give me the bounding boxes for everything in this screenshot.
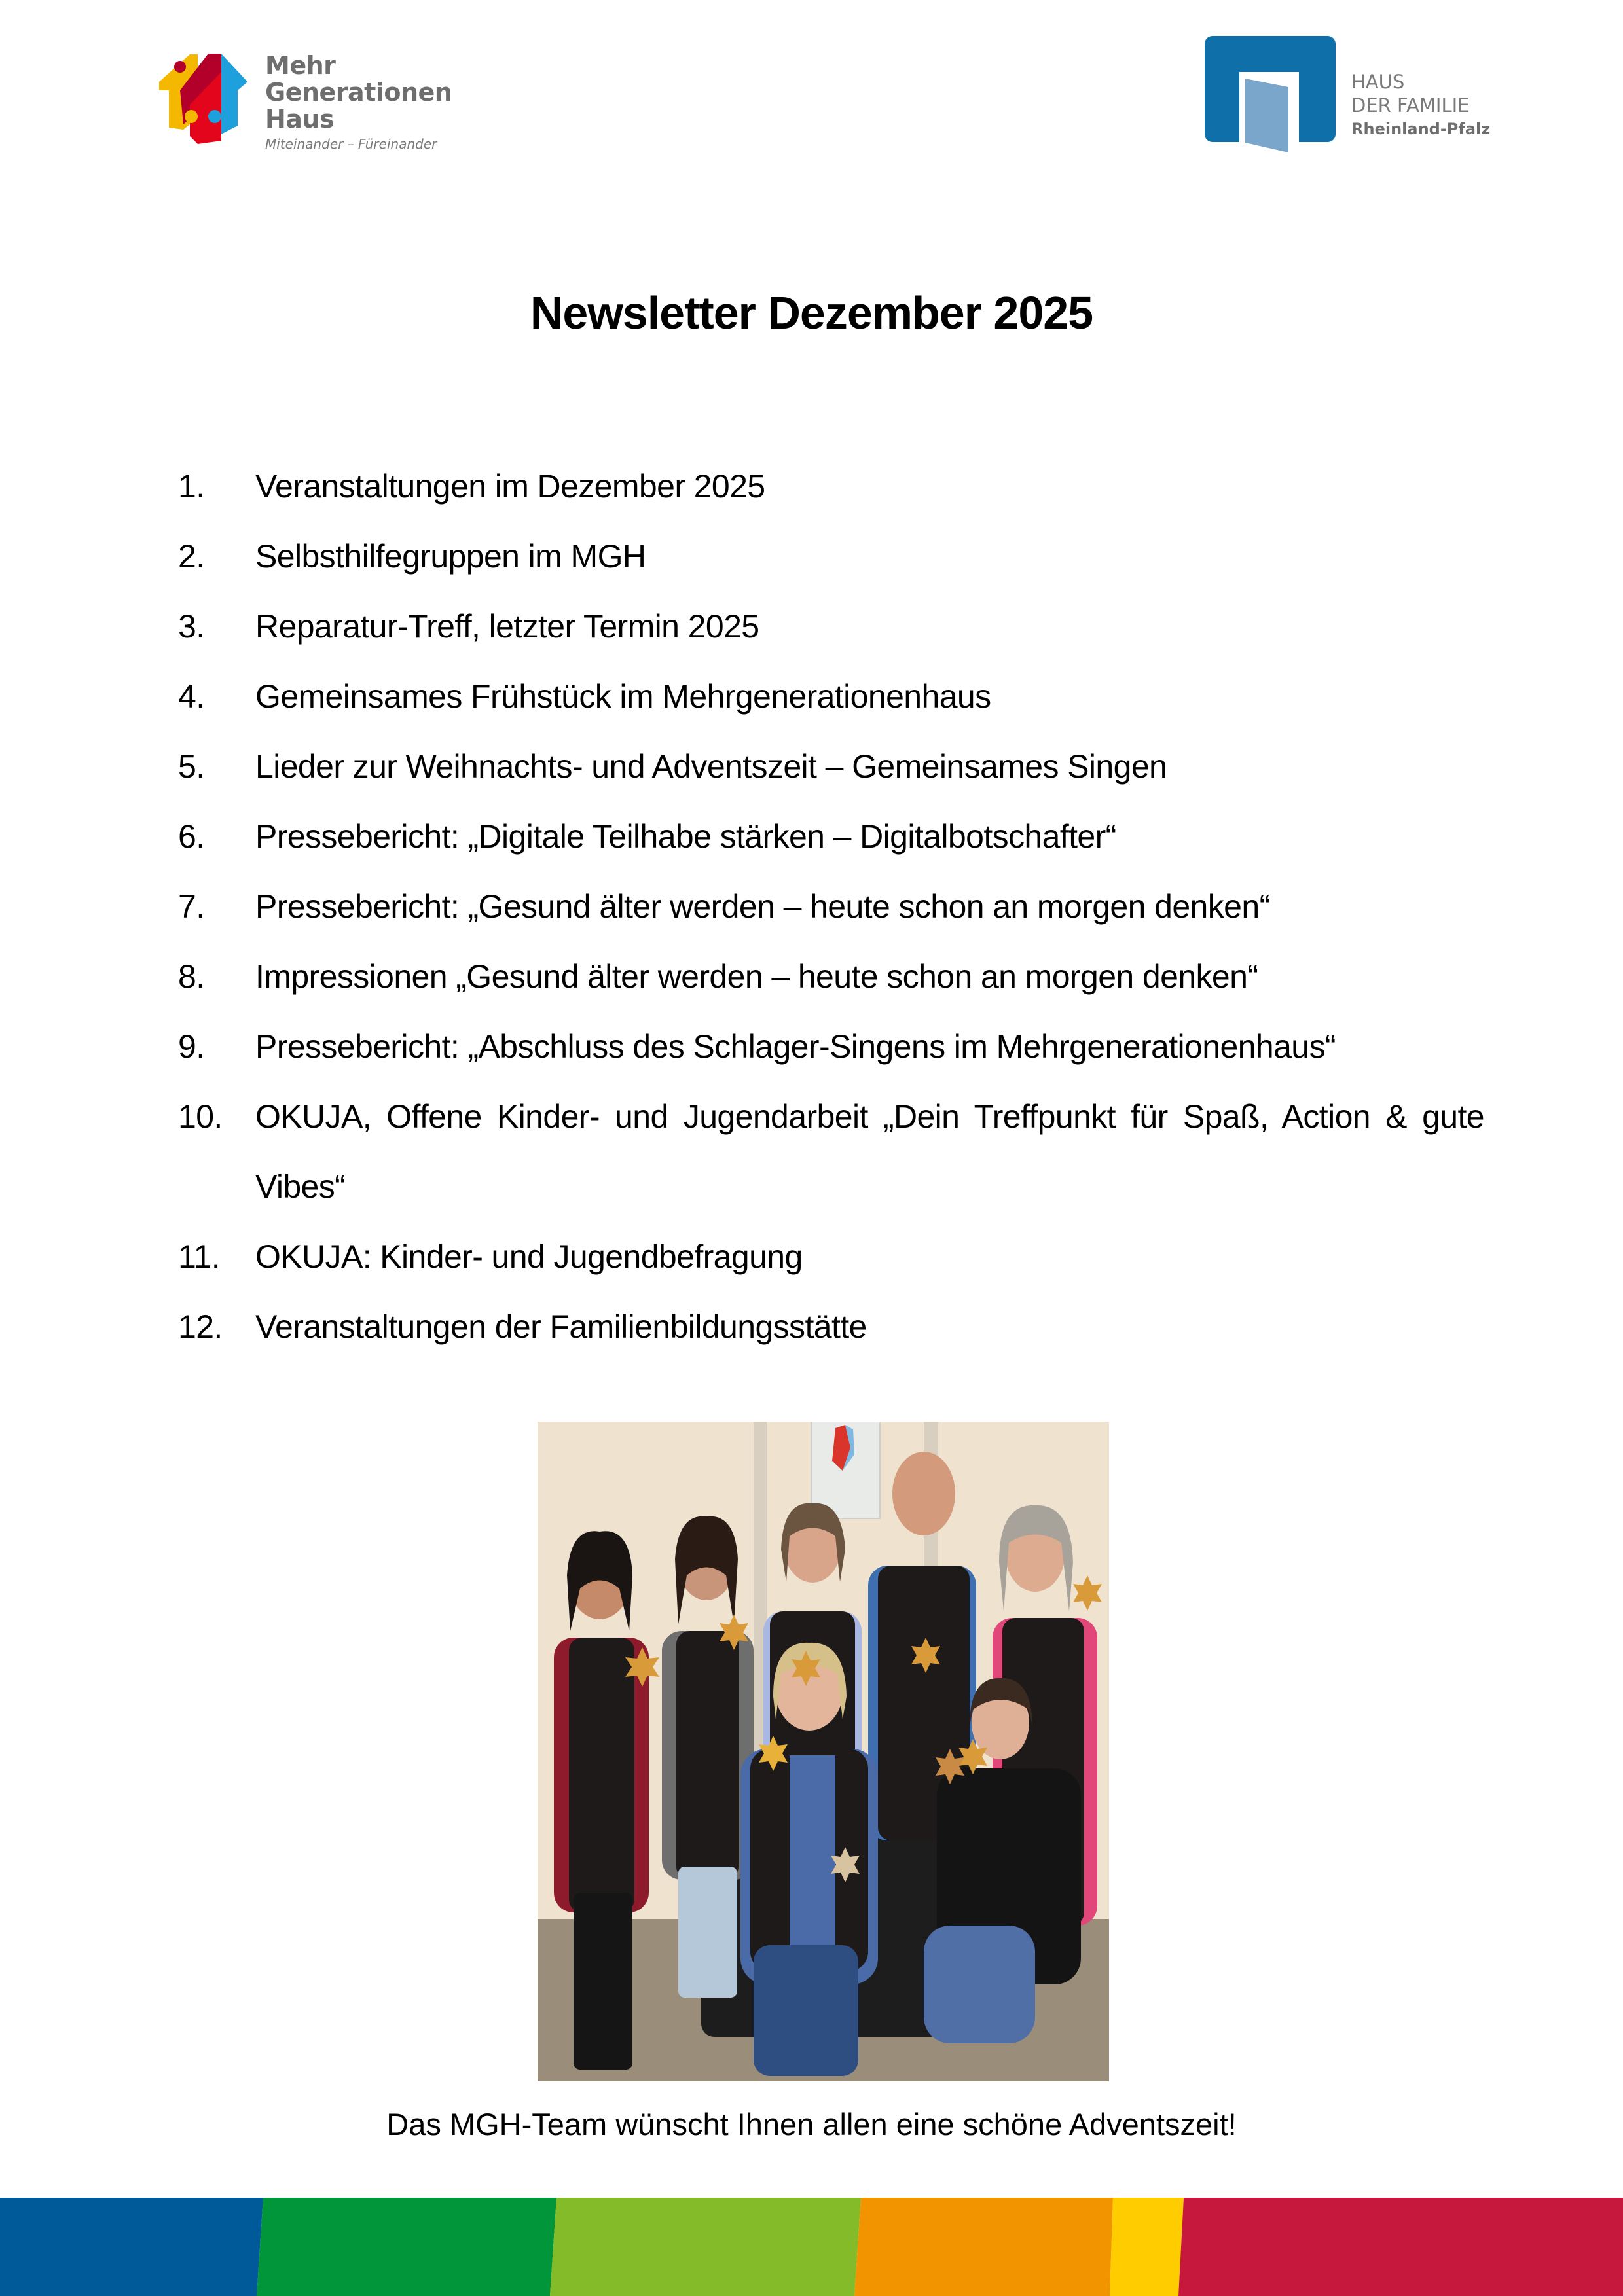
toc-item-text: Veranstaltungen der Familienbildungsstätte xyxy=(255,1308,867,1345)
toc-item-text: Lieder zur Weihnachts- und Adventszeit – Gemeinsames Singen xyxy=(255,748,1167,785)
toc-item-text: OKUJA, Offene Kinder- und Jugendarbeit „Dein Treffpunkt für Spaß, Action & gute Vibes“ xyxy=(255,1098,1484,1205)
toc-item-number: 6. xyxy=(178,818,205,855)
toc-item xyxy=(178,732,1484,802)
toc-item xyxy=(178,452,1484,522)
logo-line-haus: HAUS xyxy=(1351,71,1405,93)
toc-item-number: 4. xyxy=(178,678,205,715)
toc-item-text: Pressebericht: „Digitale Teilhabe stärken – Digitalbotschafter“ xyxy=(255,818,1116,855)
toc-item-text: Pressebericht: „Abschluss des Schlager-Singens im Mehrgenerationenhaus“ xyxy=(255,1028,1336,1065)
toc-item-text: Gemeinsames Frühstück im Mehrgenerationenhaus xyxy=(255,678,991,715)
logo-line-generationen: Generationen xyxy=(265,78,452,107)
toc-item xyxy=(178,1222,1484,1292)
toc-item-number: 11. xyxy=(178,1238,220,1275)
logo-wordmark xyxy=(1351,70,1490,141)
toc-item-number: 1. xyxy=(178,468,205,505)
toc-item-number: 2. xyxy=(178,538,205,575)
photo-caption: Das MGH-Team wünscht Ihnen allen eine schöne Adventszeit! xyxy=(386,2107,1237,2142)
toc-item-text: Impressionen „Gesund älter werden – heute schon an morgen denken“ xyxy=(255,958,1258,995)
footer-color-bar xyxy=(0,2198,1623,2296)
team-photo-illustration xyxy=(538,1422,1109,2081)
toc-item xyxy=(178,872,1484,942)
table-of-contents xyxy=(178,452,1484,1362)
logo-line-der-familie: DER FAMILIE xyxy=(1351,94,1470,117)
mehrgenerationenhaus-logo xyxy=(157,51,452,157)
toc-item-text: Reparatur-Treff, letzter Termin 2025 xyxy=(255,608,759,645)
toc-item xyxy=(178,522,1484,592)
toc-item-number: 3. xyxy=(178,608,205,645)
puzzle-house-icon xyxy=(157,52,249,144)
toc-item-text: Veranstaltungen im Dezember 2025 xyxy=(255,468,765,505)
toc-item-number: 7. xyxy=(178,888,205,925)
logo-line-haus: Haus xyxy=(265,105,335,134)
toc-item-text: OKUJA: Kinder- und Jugendbefragung xyxy=(255,1238,803,1275)
toc-item xyxy=(178,1012,1484,1082)
logo-line-region: Rheinland-Pfalz xyxy=(1351,120,1491,138)
toc-item xyxy=(178,1292,1484,1362)
logo-line-mehr: Mehr xyxy=(265,51,336,80)
toc-item-number: 9. xyxy=(178,1028,205,1065)
toc-item-number: 8. xyxy=(178,958,205,995)
toc-item-text: Selbsthilfegruppen im MGH xyxy=(255,538,646,575)
page-title: Newsletter Dezember 2025 xyxy=(530,287,1093,338)
toc-item xyxy=(178,942,1484,1012)
logo-tagline: Miteinander – Füreinander xyxy=(265,136,437,152)
toc-item-text: Pressebericht: „Gesund älter werden – heute schon an morgen denken“ xyxy=(255,888,1270,925)
toc-item-number: 12. xyxy=(178,1308,223,1345)
toc-item xyxy=(178,802,1484,872)
toc-item xyxy=(178,662,1484,732)
rainbow-stripes-decoration xyxy=(0,2198,1623,2296)
open-door-icon xyxy=(1203,35,1341,156)
logo-wordmark xyxy=(265,52,452,133)
haus-der-familie-logo xyxy=(1203,35,1491,156)
toc-item xyxy=(178,1082,1484,1222)
toc-item-number: 10. xyxy=(178,1098,223,1135)
toc-item xyxy=(178,592,1484,662)
team-photo xyxy=(538,1422,1109,2081)
toc-item-number: 5. xyxy=(178,748,205,785)
